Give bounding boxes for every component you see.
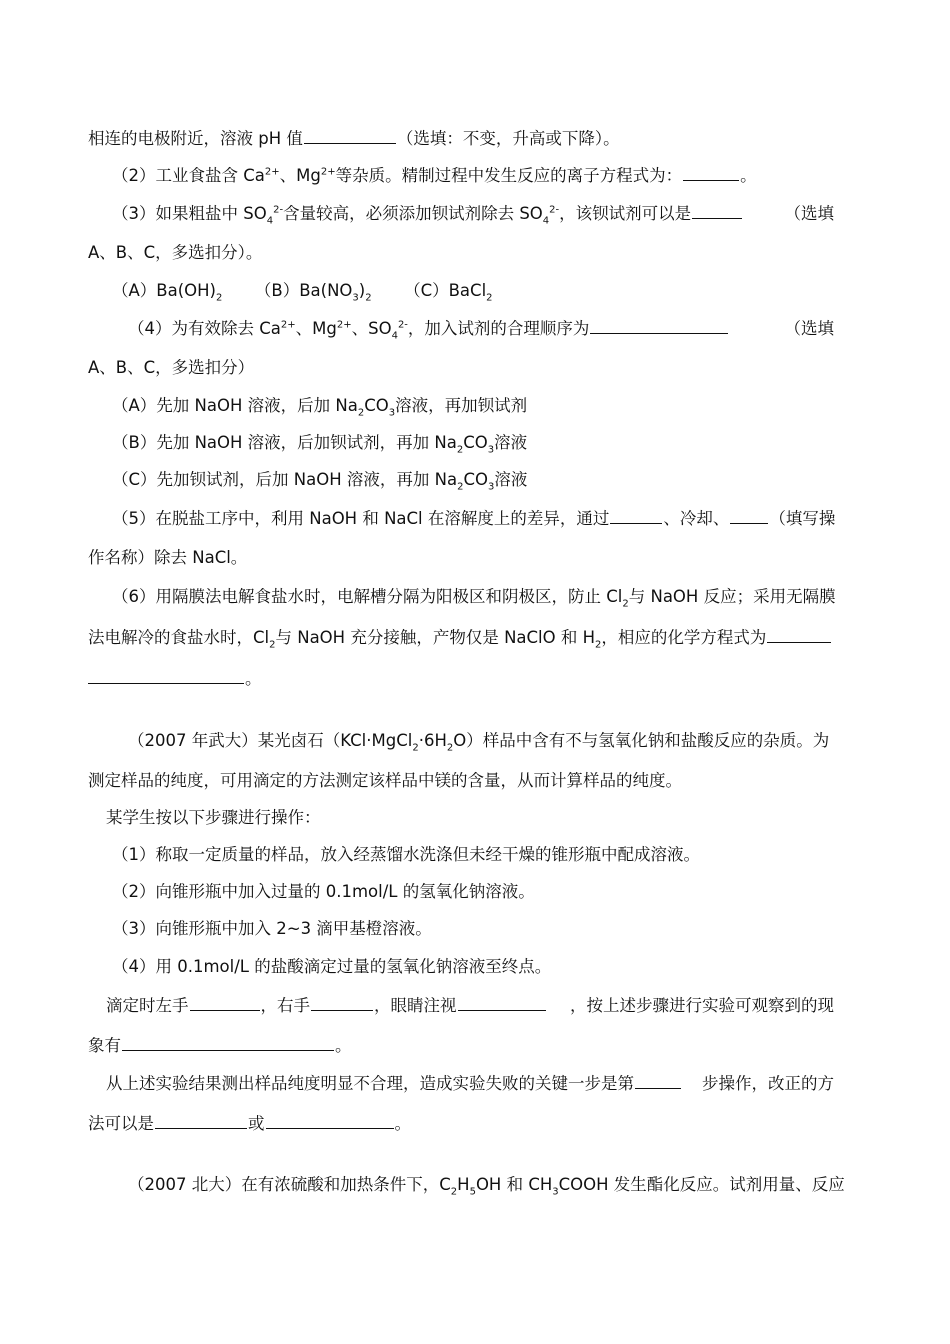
text: （4）为有效除去 Ca xyxy=(128,319,281,338)
text: （1）称取一定质量的样品，放入经蒸馏水洗涤但未经干燥的锥形瓶中配成溶液。 xyxy=(112,845,700,864)
superscript: 2+ xyxy=(320,166,336,178)
subscript: 2 xyxy=(457,481,464,493)
text: 。 xyxy=(394,1114,411,1133)
text: （C）先加钡试剂，后加 NaOH 溶液，再加 Na xyxy=(112,470,458,489)
text: 步操作，改正的方 xyxy=(702,1074,834,1093)
answer-blank[interactable] xyxy=(610,508,662,524)
text-line xyxy=(88,358,254,378)
text: CO xyxy=(364,396,389,415)
text: （5）在脱盐工序中，利用 NaOH 和 NaCl 在溶解度上的差异，通过 xyxy=(112,509,610,528)
question-2 xyxy=(112,165,757,186)
text-line xyxy=(88,668,262,689)
text: （2）向锥形瓶中加入过量的 0.1mol/L 的氢氧化钠溶液。 xyxy=(112,882,535,901)
text: 。 xyxy=(335,1036,352,1055)
text: 、冷却、 xyxy=(663,509,730,528)
question-3-main xyxy=(112,203,743,227)
titration-main xyxy=(106,995,547,1016)
text: 象有 xyxy=(88,1036,121,1055)
superscript: 2+ xyxy=(264,166,280,178)
text: ，相应的化学方程式为 xyxy=(601,628,767,647)
subscript: 2 xyxy=(450,1186,458,1198)
subscript: 2 xyxy=(446,742,454,754)
step-3 xyxy=(112,919,432,939)
text: 溶液 xyxy=(494,433,528,452)
superscript: 2+ xyxy=(280,319,296,331)
text: （3）如果粗盐中 SO xyxy=(112,204,267,223)
text: （2007 北大）在有浓硫酸和加热条件下，C xyxy=(128,1175,451,1194)
superscript: 2- xyxy=(397,319,408,331)
text: CO xyxy=(463,433,488,452)
step-2 xyxy=(112,882,535,902)
text: （A）先加 NaOH 溶液，后加 Na xyxy=(112,396,358,415)
text: ，眼睛注视 xyxy=(374,996,457,1015)
text: （选填：不变，升高或下降）。 xyxy=(396,129,620,148)
text: A、B、C，多选扣分） xyxy=(88,358,255,377)
answer-blank[interactable] xyxy=(458,995,546,1011)
question-4-main xyxy=(128,318,729,342)
text: ，右手 xyxy=(260,996,310,1015)
answer-blank[interactable] xyxy=(692,203,742,219)
text: ，该钡试剂可以是 xyxy=(559,204,692,223)
text-line xyxy=(88,1113,411,1134)
titration-question xyxy=(106,995,834,1016)
text: O）样品中含有不与氢氧化钠和盐酸反应的杂质。为 xyxy=(453,731,830,750)
text: 从上述实验结果测出样品纯度明显不合理，造成实验失败的关键一步是第 xyxy=(106,1074,634,1093)
text-line xyxy=(88,243,262,263)
text: ，按上述步骤进行实验可观察到的现 xyxy=(570,996,834,1015)
option-a: （A）Ba(OH) xyxy=(112,281,216,300)
superscript: 2- xyxy=(549,204,560,216)
subscript: 3 xyxy=(487,481,495,493)
text: （选填 xyxy=(784,204,834,223)
text: 等杂质。精制过程中发生反应的离子方程式为： xyxy=(335,166,683,185)
answer-blank[interactable] xyxy=(730,508,768,524)
subscript: 2 xyxy=(216,292,223,304)
text: ·6H xyxy=(418,731,447,750)
subscript: 2 xyxy=(456,444,464,456)
superscript: 2+ xyxy=(336,319,352,331)
text-line xyxy=(106,808,321,828)
options-row xyxy=(112,281,493,304)
text: （4）用 0.1mol/L 的盐酸滴定过量的氢氧化钠溶液至终点。 xyxy=(112,957,552,976)
question-3 xyxy=(112,203,834,227)
answer-blank[interactable] xyxy=(190,995,260,1011)
text: 、Mg xyxy=(295,319,337,338)
subscript: 2 xyxy=(269,639,276,651)
question-4 xyxy=(128,318,834,342)
subscript: 2 xyxy=(357,407,365,419)
text: 与 NaOH 反应；采用无隔膜 xyxy=(628,587,836,606)
text: H xyxy=(457,1175,470,1194)
text-line-1 xyxy=(88,128,620,149)
superscript: 2- xyxy=(273,204,284,216)
option-b-line xyxy=(112,433,528,456)
subscript: 2 xyxy=(622,598,629,610)
subscript: 2 xyxy=(412,742,419,754)
text: 测定样品的纯度，可用滴定的方法测定该样品中镁的含量，从而计算样品的纯度。 xyxy=(88,771,682,790)
subscript: 3 xyxy=(552,1186,559,1198)
text: ，加入试剂的合理顺序为 xyxy=(407,319,590,338)
text: （2）工业食盐含 Ca xyxy=(112,166,265,185)
answer-blank[interactable] xyxy=(122,1035,334,1051)
question-6 xyxy=(112,587,836,610)
text: ) xyxy=(358,281,366,300)
text: 溶液，再加钡试剂 xyxy=(395,396,528,415)
question-5-main xyxy=(112,508,769,529)
option-c: （C）BaCl xyxy=(404,281,487,300)
error-main xyxy=(106,1073,682,1094)
text: COOH 发生酯化反应。试剂用量、反应 xyxy=(558,1175,845,1194)
text: 。 xyxy=(245,669,262,688)
text: （2007 年武大）某光卤石（KCl·MgCl xyxy=(128,731,413,750)
question-5 xyxy=(112,508,834,529)
option-b: （B）Ba(NO xyxy=(254,281,353,300)
step-1 xyxy=(112,845,700,865)
text: 法电解冷的食盐水时，Cl xyxy=(88,628,270,647)
text: 、SO xyxy=(351,319,392,338)
text: 。 xyxy=(740,166,757,185)
answer-blank[interactable] xyxy=(311,995,373,1011)
problem-title xyxy=(128,1175,845,1198)
answer-blank[interactable] xyxy=(590,318,728,334)
option-a-line xyxy=(112,396,528,419)
text: 溶液 xyxy=(494,470,528,489)
text: 滴定时左手 xyxy=(106,996,189,1015)
text: 、Mg xyxy=(279,166,321,185)
text: 相连的电极附近，溶液 pH 值 xyxy=(88,129,303,148)
text: OH 和 CH xyxy=(475,1175,553,1194)
error-question xyxy=(106,1073,834,1094)
text-line xyxy=(88,1035,352,1056)
subscript: 5 xyxy=(469,1186,476,1198)
text: 某学生按以下步骤进行操作： xyxy=(106,808,321,827)
subscript: 4 xyxy=(266,215,274,227)
text-line xyxy=(88,627,832,651)
subscript: 3 xyxy=(352,292,359,304)
text: 或 xyxy=(248,1114,265,1133)
subscript: 4 xyxy=(391,330,398,342)
option-c-line xyxy=(112,470,528,493)
answer-blank[interactable] xyxy=(155,1113,247,1129)
problem-title xyxy=(128,731,830,754)
answer-blank[interactable] xyxy=(304,128,396,144)
answer-blank[interactable] xyxy=(683,165,739,181)
text: A、B、C，多选扣分）。 xyxy=(88,243,263,262)
text: （B）先加 NaOH 溶液，后加钡试剂，再加 Na xyxy=(112,433,457,452)
text: CO xyxy=(463,470,488,489)
answer-blank[interactable] xyxy=(635,1073,681,1089)
text: 法可以是 xyxy=(88,1114,154,1133)
answer-blank[interactable] xyxy=(767,627,831,643)
answer-blank[interactable] xyxy=(88,668,244,684)
text-line xyxy=(88,771,682,791)
subscript: 4 xyxy=(542,215,550,227)
answer-blank[interactable] xyxy=(266,1113,394,1129)
subscript: 3 xyxy=(487,444,495,456)
subscript: 2 xyxy=(595,639,602,651)
text: 作名称）除去 NaCl。 xyxy=(88,548,248,567)
subscript: 2 xyxy=(486,292,493,304)
text: （填写操 xyxy=(769,509,836,528)
text: 与 NaOH 充分接触，产物仅是 NaClO 和 H xyxy=(275,628,596,647)
step-4 xyxy=(112,957,551,977)
text: （选填 xyxy=(784,319,834,338)
subscript: 3 xyxy=(388,407,396,419)
subscript: 2 xyxy=(365,292,372,304)
text-line xyxy=(88,548,247,568)
text: （6）用隔膜法电解食盐水时，电解槽分隔为阳极区和阴极区，防止 Cl xyxy=(112,587,623,606)
text: 含量较高，必须添加钡试剂除去 SO xyxy=(283,204,543,223)
text: （3）向锥形瓶中加入 2~3 滴甲基橙溶液。 xyxy=(112,919,432,938)
